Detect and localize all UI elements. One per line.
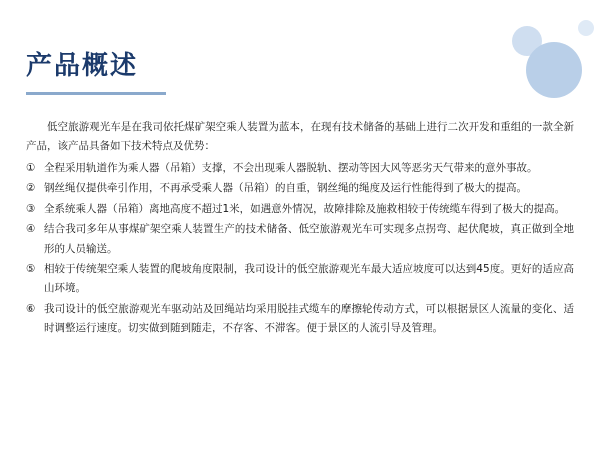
intro-paragraph: 低空旅游观光车是在我司依托煤矿架空乘人装置为蓝本，在现有技术储备的基础上进行二次开发和重组的一款全新产品，该产品具备如下技术特点及优势：	[26, 121, 574, 153]
list-marker: ④	[26, 223, 36, 236]
list-item-text: 全程采用轨道作为乘人器（吊箱）支撑，不会出现乘人器脱轨、摆动等因大风等恶劣天气带来的意外事故。	[44, 161, 538, 174]
content-body	[26, 118, 574, 340]
list-item	[26, 159, 574, 178]
decorative-circles	[460, 0, 600, 120]
list-marker: ①	[26, 161, 36, 174]
list-item	[26, 200, 574, 219]
circle-small-icon	[578, 20, 594, 36]
list-item	[26, 300, 574, 339]
circle-big-icon	[526, 42, 582, 98]
list-item	[26, 260, 574, 299]
list-item	[26, 220, 574, 259]
list-item-text: 结合我司多年从事煤矿架空乘人装置生产的技术储备、低空旅游观光车可实现多点拐弯、起伏爬坡，真正做到全地形的人员输送。	[44, 223, 574, 255]
list-marker: ⑤	[26, 262, 36, 275]
list-item-text: 我司设计的低空旅游观光车驱动站及回绳站均采用脱挂式缆车的摩擦轮传动方式，可以根据景区人流量的变化、适时调整运行速度。切实做到随到随走，不存客、不滞客。便于景区的人流引导及管理。	[44, 302, 574, 335]
list-marker: ⑥	[26, 302, 36, 315]
list-item-text: 全系统乘人器（吊箱）离地高度不超过1米，如遇意外情况，故障排除及施救相较于传统缆车得到了极大的提高。	[44, 202, 566, 215]
title-underline	[26, 92, 166, 95]
circle-mid-icon	[512, 26, 542, 56]
list-item	[26, 179, 574, 198]
list-item-text: 钢丝绳仅提供牵引作用，不再承受乘人器（吊箱）的自重，钢丝绳的绳度及运行性能得到了极大的提高。	[44, 182, 527, 195]
points-list	[26, 159, 574, 339]
page-title: 产品概述	[26, 51, 139, 81]
list-marker: ③	[26, 202, 36, 215]
list-marker: ②	[26, 182, 36, 195]
list-item-text: 相较于传统架空乘人装置的爬坡角度限制，我司设计的低空旅游观光车最大适应坡度可以达到45度。更好的适应高山环境。	[44, 262, 574, 295]
